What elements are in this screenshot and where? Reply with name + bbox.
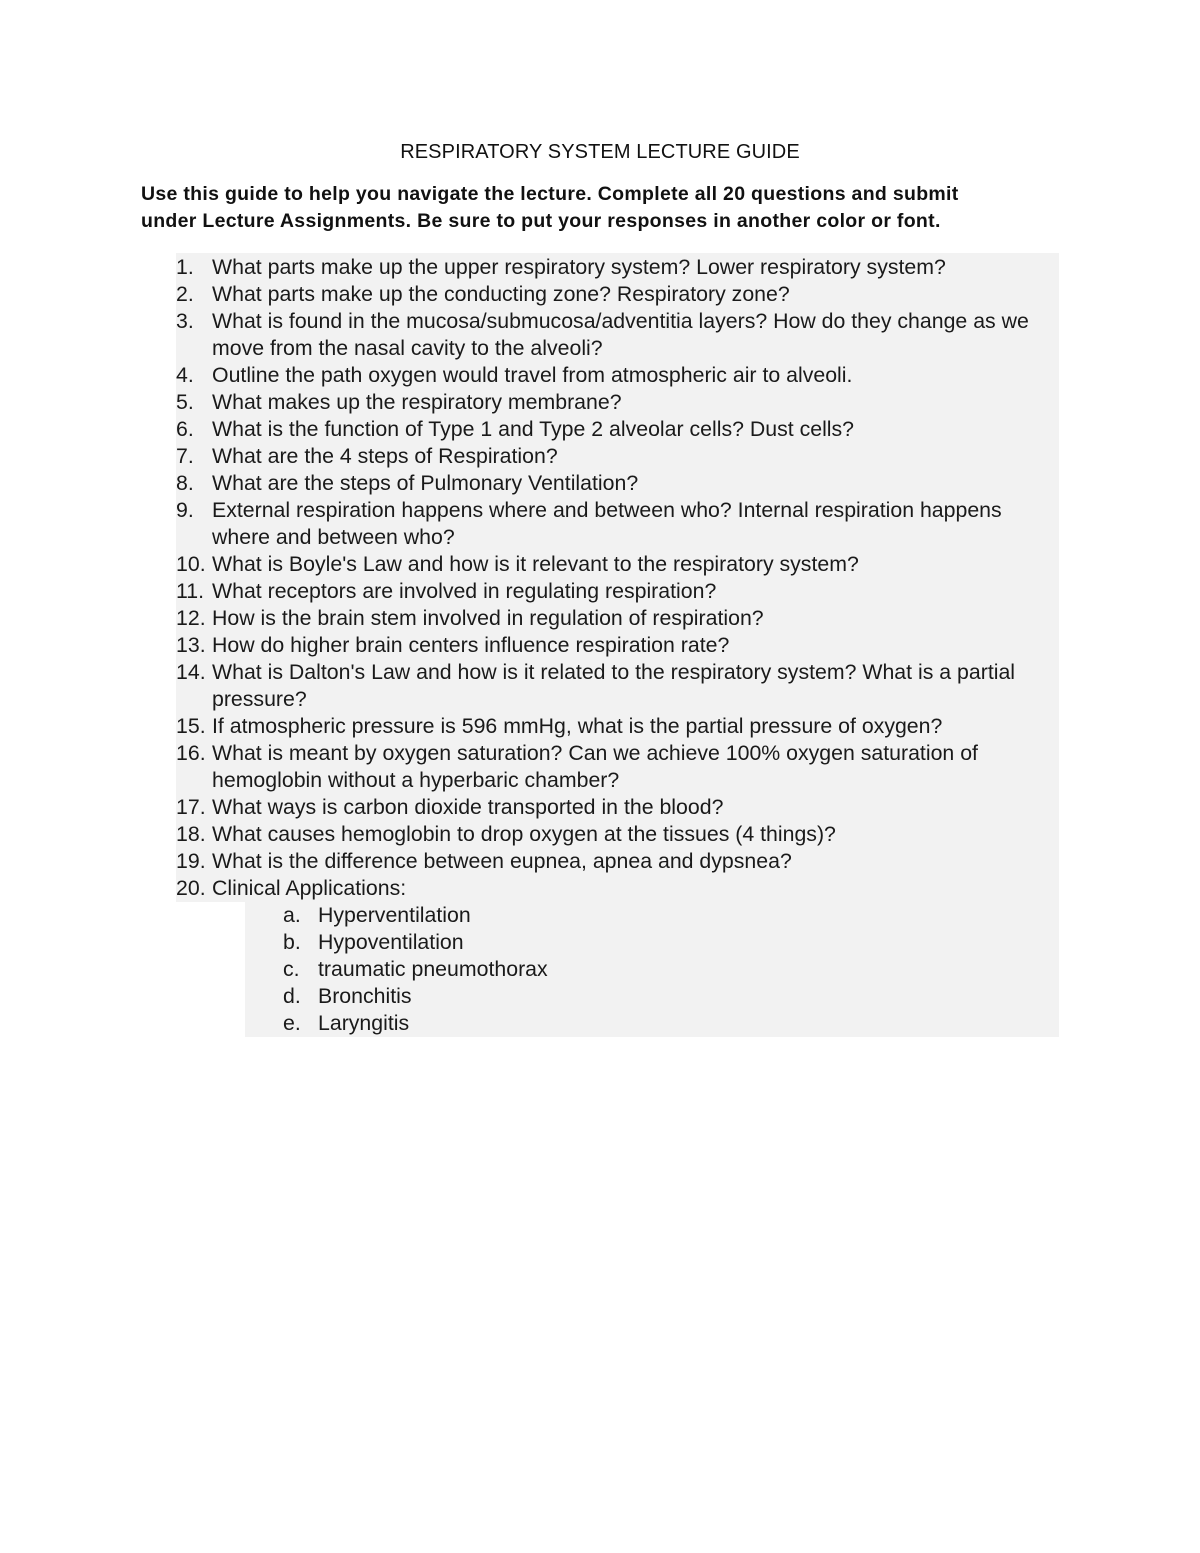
question-number: 7. (176, 444, 194, 468)
question-item (176, 281, 1056, 308)
item-text: Laryngitis (318, 1011, 410, 1035)
item-letter: a. (283, 903, 301, 927)
question-text: External respiration happens where and between who? Internal respiration happens where and between who? (212, 498, 1002, 549)
question-item (176, 578, 1056, 605)
clinical-application-item (212, 1010, 1056, 1037)
question-text: What is the difference between eupnea, apnea and dypsnea? (212, 849, 792, 873)
clinical-application-item (212, 929, 1056, 956)
question-item (176, 821, 1056, 848)
item-text: Hypoventilation (318, 930, 464, 954)
question-number: 8. (176, 471, 194, 495)
item-text: traumatic pneumothorax (318, 957, 548, 981)
item-text: Hyperventilation (318, 903, 471, 927)
question-item (176, 389, 1056, 416)
question-text: If atmospheric pressure is 596 mmHg, what is the partial pressure of oxygen? (212, 714, 943, 738)
question-text: What is Boyle's Law and how is it relevant to the respiratory system? (212, 552, 859, 576)
question-item (176, 416, 1056, 443)
question-number: 9. (176, 498, 194, 522)
question-text: What ways is carbon dioxide transported in the blood? (212, 795, 724, 819)
clinical-application-item (212, 902, 1056, 929)
question-item (176, 551, 1056, 578)
question-item (176, 713, 1056, 740)
question-number: 2. (176, 282, 194, 306)
question-item (176, 605, 1056, 632)
clinical-application-item (212, 956, 1056, 983)
question-item (176, 470, 1056, 497)
question-text: Outline the path oxygen would travel from atmospheric air to alveoli. (212, 363, 853, 387)
clinical-application-item (212, 983, 1056, 1010)
question-item (176, 362, 1056, 389)
question-number: 19. (176, 849, 206, 873)
question-number: 17. (176, 795, 206, 819)
question-item (176, 632, 1056, 659)
item-text: Bronchitis (318, 984, 412, 1008)
question-number: 4. (176, 363, 194, 387)
item-letter: d. (283, 984, 301, 1008)
question-item (176, 875, 1056, 1037)
question-text: What receptors are involved in regulating respiration? (212, 579, 717, 603)
question-item (176, 659, 1056, 713)
question-number: 6. (176, 417, 194, 441)
question-text: What parts make up the conducting zone? Respiratory zone? (212, 282, 790, 306)
item-letter: c. (283, 957, 300, 981)
question-text: What is Dalton's Law and how is it related to the respiratory system? What is a partial pressure? (212, 660, 1016, 711)
instructions (141, 181, 1061, 235)
question-text: How do higher brain centers influence respiration rate? (212, 633, 730, 657)
question-number: 14. (176, 660, 206, 684)
question-number: 20. (176, 876, 206, 900)
question-item (176, 794, 1056, 821)
question-item (176, 443, 1056, 470)
question-number: 12. (176, 606, 206, 630)
question-number: 1. (176, 255, 194, 279)
question-number: 16. (176, 741, 206, 765)
question-number: 13. (176, 633, 206, 657)
question-text: What parts make up the upper respiratory system? Lower respiratory system? (212, 255, 946, 279)
question-text: How is the brain stem involved in regulation of respiration? (212, 606, 764, 630)
item-letter: b. (283, 930, 301, 954)
clinical-applications-list (212, 902, 1056, 1037)
instructions-line-2: under Lecture Assignments. Be sure to put your responses in another color or font. (141, 210, 941, 232)
question-item (176, 497, 1056, 551)
question-text: What is meant by oxygen saturation? Can we achieve 100% oxygen saturation of hemoglobin without a hyperbaric chamber? (212, 741, 978, 792)
question-item (176, 254, 1056, 281)
question-number: 18. (176, 822, 206, 846)
question-text: Clinical Applications: (212, 876, 407, 900)
question-item (176, 308, 1056, 362)
instructions-line-1: Use this guide to help you navigate the lecture. Complete all 20 questions and submit (141, 183, 959, 205)
question-number: 3. (176, 309, 194, 333)
question-text: What is found in the mucosa/submucosa/adventitia layers? How do they change as we move from the nasal cavity to the alveoli? (212, 309, 1029, 360)
page-title: RESPIRATORY SYSTEM LECTURE GUIDE (400, 141, 800, 163)
question-list (176, 254, 1056, 1037)
question-item (176, 740, 1056, 794)
question-number: 15. (176, 714, 206, 738)
item-letter: e. (283, 1011, 301, 1035)
question-number: 11. (176, 579, 205, 603)
question-text: What are the 4 steps of Respiration? (212, 444, 558, 468)
question-item (176, 848, 1056, 875)
question-number: 5. (176, 390, 194, 414)
question-text: What is the function of Type 1 and Type 2 alveolar cells? Dust cells? (212, 417, 855, 441)
question-number: 10. (176, 552, 206, 576)
question-text: What are the steps of Pulmonary Ventilation? (212, 471, 639, 495)
question-text: What makes up the respiratory membrane? (212, 390, 622, 414)
question-text: What causes hemoglobin to drop oxygen at the tissues (4 things)? (212, 822, 836, 846)
